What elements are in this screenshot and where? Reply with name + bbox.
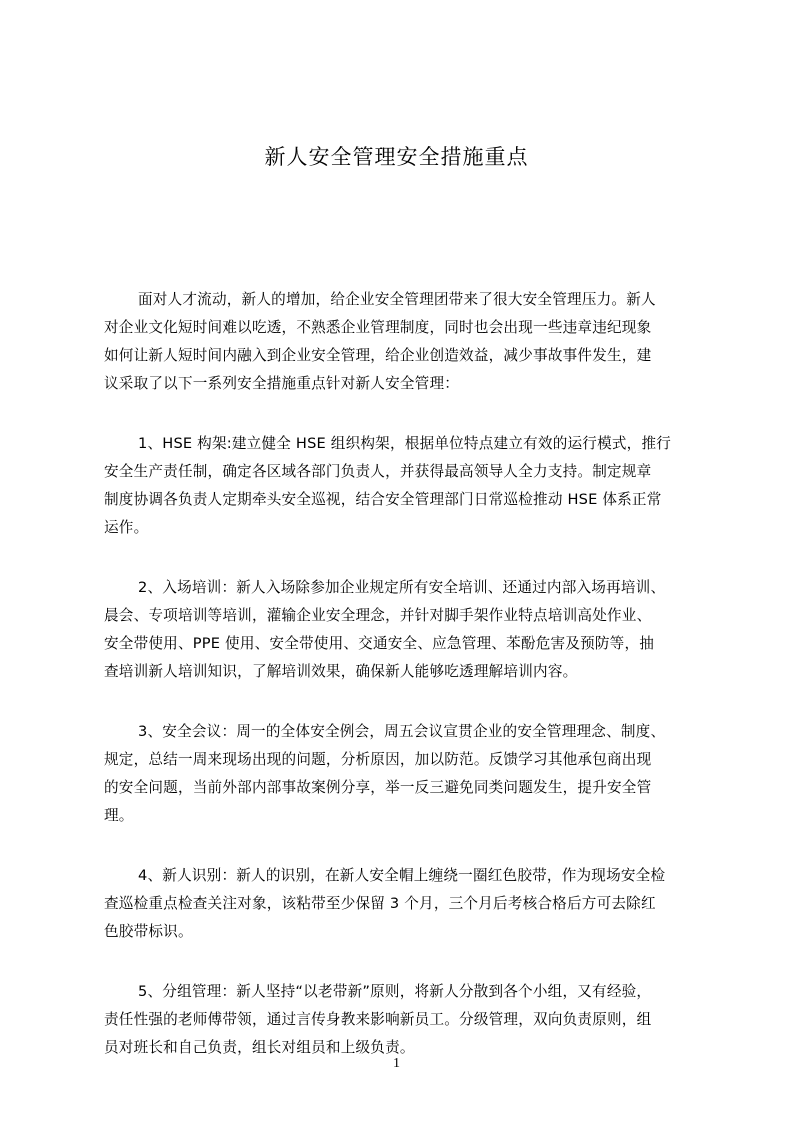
paragraph-line: 安全带使用、PPE 使用、安全带使用、交通安全、应急管理、苯酚危害及预防等，抽 <box>104 635 655 652</box>
paragraph-line: 运作。 <box>104 519 149 536</box>
page-number: 1 <box>393 1056 400 1071</box>
paragraph-line: 2、入场培训：新人入场除参加企业规定所有安全培训、还通过内部入场再培训、 <box>138 579 666 596</box>
paragraph-line: 面对人才流动，新人的增加，给企业安全管理团带来了很大安全管理压力。新人 <box>138 291 656 308</box>
paragraph-line: 安全生产责任制，确定各区域各部门负责人，并获得最高领导人全力支持。制定规章 <box>104 463 652 480</box>
hse-structure-paragraph <box>104 430 704 542</box>
paragraph-line: 理。 <box>104 807 134 824</box>
paragraph-line: 员对班长和自己负责，组长对组员和上级负责。 <box>104 1039 415 1056</box>
safety-meeting-paragraph <box>104 718 704 830</box>
paragraph-line: 晨会、专项培训等培训，灌输企业安全理念，并针对脚手架作业特点培训高处作业、 <box>104 607 652 624</box>
paragraph-line: 责任性强的老师傅带领，通过言传身教来影响新员工。分级管理，双向负责原则，组 <box>104 1011 652 1028</box>
paragraph-line: 4、新人识别：新人的识别，在新人安全帽上缠绕一圈红色胶带，作为现场安全检 <box>138 867 666 884</box>
intro-paragraph <box>104 286 704 398</box>
paragraph-line: 查巡检重点检查关注对象，该粘带至少保留 3 个月，三个月后考核合格后方可去除红 <box>104 895 656 912</box>
paragraph-line: 规定，总结一周来现场出现的问题，分析原因，加以防范。反馈学习其他承包商出现 <box>104 751 652 768</box>
newcomer-identification-paragraph <box>104 862 704 946</box>
paragraph-line: 3、安全会议：周一的全体安全例会，周五会议宣贯企业的安全管理理念、制度、 <box>138 723 666 740</box>
document-body <box>104 286 704 1094</box>
paragraph-line: 1、HSE 构架:建立健全 HSE 组织构架，根据单位特点建立有效的运行模式，推行 <box>138 435 672 452</box>
paragraph-line: 色胶带标识。 <box>104 923 193 940</box>
paragraph-line: 5、分组管理：新人坚持“以老带新”原则，将新人分散到各个小组，又有经验， <box>138 983 652 1000</box>
paragraph-line: 如何让新人短时间内融入到企业安全管理，给企业创造效益，减少事故事件发生，建 <box>104 347 652 364</box>
page-title: 新人安全管理安全措施重点 <box>264 145 529 169</box>
paragraph-line: 的安全问题，当前外部内部事故案例分享，举一反三避免同类问题发生，提升安全管 <box>104 779 652 796</box>
entry-training-paragraph <box>104 574 704 686</box>
group-management-paragraph <box>104 978 704 1062</box>
paragraph-line: 制度协调各负责人定期牵头安全巡视，结合安全管理部门日常巡检推动 HSE 体系正常 <box>104 491 662 508</box>
paragraph-line: 查培训新人培训知识，了解培训效果，确保新人能够吃透理解培训内容。 <box>104 663 578 680</box>
paragraph-line: 对企业文化短时间难以吃透，不熟悉企业管理制度，同时也会出现一些违章违纪现象 <box>104 319 652 336</box>
paragraph-line: 议采取了以下一系列安全措施重点针对新人安全管理： <box>104 375 460 392</box>
